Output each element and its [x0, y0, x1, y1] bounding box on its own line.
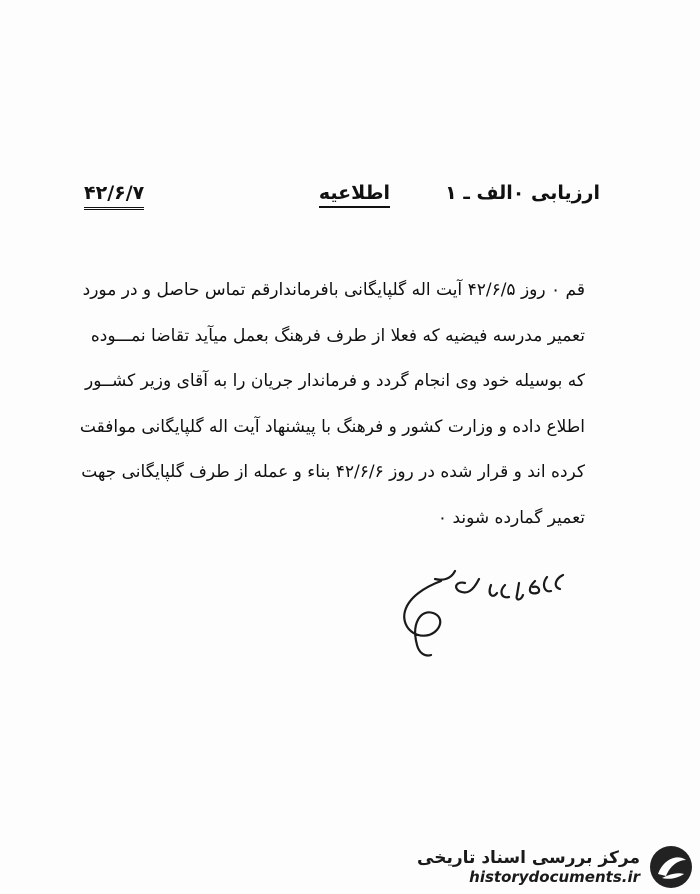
document-title: اطلاعیه — [319, 182, 390, 208]
document-body — [60, 268, 585, 541]
watermark-text — [417, 848, 640, 886]
archive-logo-icon — [648, 844, 694, 890]
body-line: اطلاع داده و وزارت کشور و فرهنگ با پیشنهاد آیت اله گلپایگانی موافقت — [79, 416, 585, 437]
body-line: که بوسیله خود وی انجام گردد و فرماندار جریان را به آقای وزیر کشــور — [85, 371, 585, 391]
body-line: قم ۰ روز ۴۲/۶/۵ آیت اله گلپایگانی بافرماندارقم تماس حاصل و در مورد — [82, 280, 585, 300]
archive-name: مرکز بررسی اسناد تاریخی — [417, 848, 640, 868]
reference-code: ارزیابی ۰الف ـ ۱ — [445, 182, 600, 204]
document-header — [70, 182, 600, 222]
body-line: تعمیر مدرسه فیضیه که فعلا از طرف فرهنگ بعمل میآید تقاضا نمـــوده — [90, 325, 585, 346]
body-line: تعمیر گمارده شوند ۰ — [437, 507, 585, 528]
body-line: کرده اند و قرار شده در روز ۴۲/۶/۶ بناء و عمله از طرف گلپایگانی جهت — [81, 462, 585, 482]
handwritten-signature — [395, 565, 570, 660]
archive-website: historydocuments.ir — [469, 868, 640, 886]
archive-watermark — [417, 844, 694, 890]
document-date: ۴۲/۶/۷ — [84, 182, 144, 210]
